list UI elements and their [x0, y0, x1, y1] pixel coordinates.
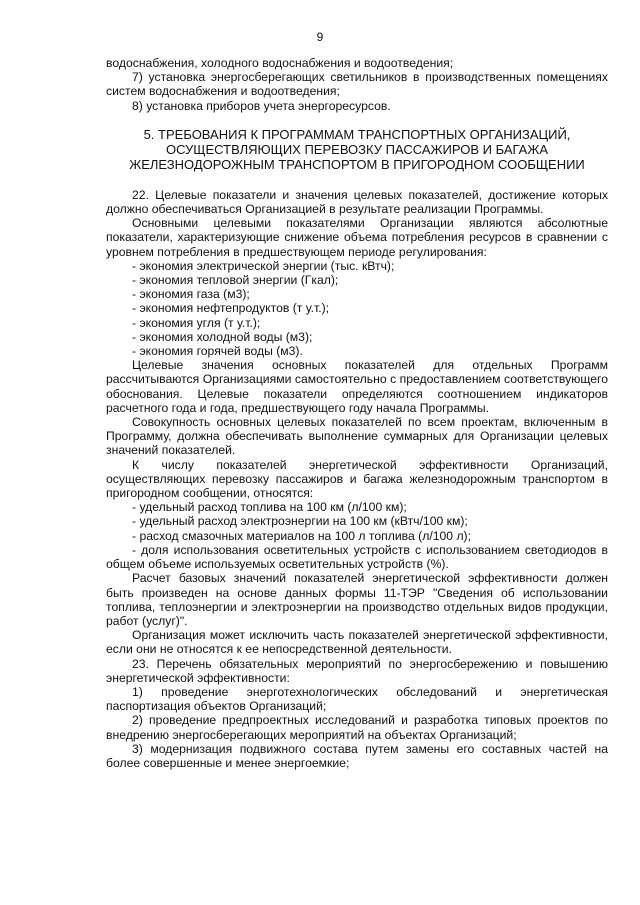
paragraph: Организация может исключить часть показателей энергетической эффективности, если они не относятся к ее непосредственной деятельности. [106, 628, 608, 657]
list-item: 3) модернизация подвижного состава путем замены его составных частей на более совершенные и менее энергоемкие; [106, 741, 608, 770]
paragraph: Совокупность основных целевых показателей по всем проектам, включенным в Программу, должна обеспечивать выполнение суммарных для Организации целевых значений показателей. [106, 415, 608, 458]
document-body [106, 56, 608, 770]
paragraph-22: 22. Целевые показатели и значения целевых показателей, достижение которых должно обеспечиваться Организацией в результате реализации Программы. [106, 187, 608, 217]
paragraph: Основными целевыми показателями Организации являются абсолютные показатели, характеризующие снижение объема потребления ресурсов в сравнении с уровнем потребления в предшествующем периоде регулирования: [106, 216, 608, 259]
list-item: 8) установка приборов учета энергоресурсов. [132, 98, 391, 113]
list-item: - расход смазочных материалов на 100 л топлива (л/100 л); [132, 528, 472, 543]
page-number: 9 [316, 30, 324, 44]
list-item: 2) проведение предпроектных исследований и разработка типовых проектов по внедрению энергосберегающих мероприятий на объектах Организаций; [106, 713, 608, 742]
paragraph: Расчет базовых значений показателей энергетической эффективности должен быть произведен на основе данных формы 11-ТЭР "Сведения об использовании топлива, теплоэнергии и электроэнергии на производство отдельных видов продукции, работ (услуг)". [106, 571, 608, 628]
list-item: 7) установка энергосберегающих светильников в производственных помещениях систем водоснабжения и водоотведения; [106, 70, 608, 99]
list-item: - экономия угля (т у.т.); [132, 315, 261, 330]
list-item: - удельный расход топлива на 100 км (л/100 км); [132, 500, 407, 515]
text-line: водоснабжения, холодного водоснабжения и водоотведения; [106, 56, 454, 70]
section-title: 5. ТРЕБОВАНИЯ К ПРОГРАММАМ ТРАНСПОРТНЫХ ОРГАНИЗАЦИЙ, ОСУЩЕСТВЛЯЮЩИХ ПЕРЕВОЗКУ ПАССАЖИРОВ И БАГАЖА ЖЕЛЕЗНОДОРОЖНЫМ ТРАНСПОРТОМ В ПРИГОРОДНОМ СООБЩЕНИИ [129, 126, 585, 172]
list-item: - экономия электрической энергии (тыс. кВтч); [132, 258, 395, 273]
list-item: - доля использования осветительных устройств с использованием светодиодов в общем объеме используемых осветительных устройств (%). [106, 542, 608, 572]
list-item: - экономия газа (м3); [132, 287, 250, 302]
list-item: - экономия горячей воды (м3). [132, 344, 303, 359]
list-item: - экономия холодной воды (м3); [132, 329, 313, 344]
list-item: 1) проведение энерготехнологических обследований и энергетическая паспортизация объектов Организаций; [106, 684, 608, 714]
list-item: - удельный расход электроэнергии на 100 км (кВтч/100 км); [132, 514, 468, 529]
paragraph: Целевые значения основных показателей для отдельных Программ рассчитываются Организациями самостоятельно с предоставлением соответствующего обоснования. Целевые показатели определяются соотношением индикаторов расчетного года и года, предшествующего году начала Программы. [106, 358, 608, 415]
paragraph: К числу показателей энергетической эффективности Организаций, осуществляющих перевозку пассажиров и багажа железнодорожным транспортом в пригородном сообщении, относятся: [106, 457, 608, 501]
paragraph-23: 23. Перечень обязательных мероприятий по энергосбережению и повышению энергетической эффективности: [106, 656, 608, 685]
list-item: - экономия нефтепродуктов (т у.т.); [132, 301, 330, 316]
list-item: - экономия тепловой энергии (Гкал); [132, 273, 339, 288]
